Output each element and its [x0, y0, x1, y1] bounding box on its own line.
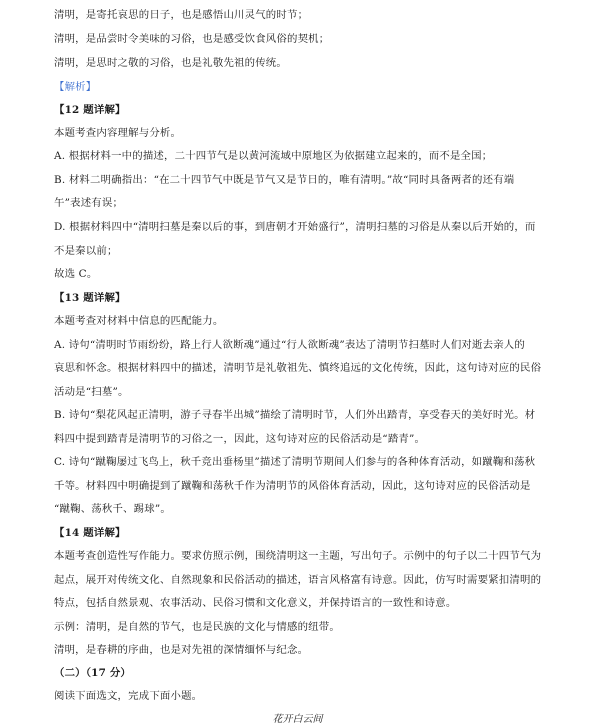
q12-option-d-line1: D. 根据材料四中“清明扫墓是秦以后的事，到唐朝才开始盛行”，清明扫墓的习俗是从秦以后开始的，而 — [54, 221, 536, 233]
answer-line-2: 清明，是品尝时令美味的习俗，也是感受饮食风俗的契机； — [54, 33, 330, 45]
q14-heading: 【14 题详解】 — [54, 527, 126, 539]
q13-a-line2: 哀思和怀念。根据材料四中的描述，清明节是礼敬祖先、慎终追远的文化传统，因此，这句诗对应的民俗 — [54, 362, 542, 374]
q13-heading: 【13 题详解】 — [54, 292, 126, 304]
q12-intro: 本题考查内容理解与分析。 — [54, 127, 182, 139]
q13-c-line3: “蹴鞠、荡秋千、踢球”。 — [54, 503, 171, 515]
q13-c-line2: 千等。材料四中明确提到了蹴鞠和荡秋千作为清明节的风俗体育活动，因此，这句诗对应的民俗活动是 — [54, 480, 531, 492]
q12-heading: 【12 题详解】 — [54, 104, 126, 116]
q13-a-line3: 活动是“扫墓”。 — [54, 386, 129, 398]
q12-option-b-line2: 午”表述有误； — [54, 197, 124, 209]
reading-instruction: 阅读下面选文，完成下面小题。 — [54, 690, 203, 702]
q12-option-d-line2: 不是秦以前； — [54, 245, 118, 257]
section-two-heading: （二）（17 分） — [54, 667, 132, 679]
q14-example-2: 清明，是春耕的序曲，也是对先祖的深情缅怀与纪念。 — [54, 644, 309, 656]
q14-line1: 本题考查创造性写作能力。要求仿照示例，围绕清明这一主题，写出句子。示例中的句子以二十四节气为 — [54, 550, 542, 562]
q13-b-line1: B. 诗句“梨花风起正清明，游子寻春半出城”描绘了清明时节，人们外出踏青，享受春天的美好时光。材 — [54, 409, 536, 421]
q14-line2: 起点，展开对传统文化、自然现象和民俗活动的描述，语言风格富有诗意。因此，仿写时需要紧扣清明的 — [54, 574, 542, 586]
q13-c-line1: C. 诗句“蹴鞠屡过飞鸟上，秋千竞出垂杨里”描述了清明节期间人们参与的各种体育活动，如蹴鞠和荡秋 — [54, 456, 536, 468]
analysis-heading: 【解析】 — [54, 81, 97, 93]
q12-option-b-line1: B. 材料二明确指出：“在二十四节气中既是节气又是节日的，唯有清明。”故“同时具备两者的还有端 — [54, 174, 515, 186]
q12-option-a: A. 根据材料一中的描述，二十四节气是以黄河流域中原地区为依据建立起来的，而不是全国； — [54, 150, 493, 162]
answer-line-3: 清明，是思时之敬的习俗，也是礼敬先祖的传统。 — [54, 57, 287, 69]
q12-answer: 故选 C。 — [54, 268, 98, 280]
q13-intro: 本题考查对材料中信息的匹配能力。 — [54, 315, 224, 327]
q13-b-line2: 料四中提到踏青是清明节的习俗之一，因此，这句诗对应的民俗活动是“踏青”。 — [54, 433, 426, 445]
page-footer: 花开白云间 — [272, 714, 323, 725]
q14-line3: 特点，包括自然景观、农事活动、民俗习惯和文化意义，并保持语言的一致性和诗意。 — [54, 597, 457, 609]
answer-line-1: 清明，是寄托哀思的日子，也是感悟山川灵气的时节； — [54, 9, 309, 21]
q13-a-line1: A. 诗句“清明时节雨纷纷，路上行人欲断魂”通过“行人欲断魂”表达了清明节扫墓时人们对逝去亲人的 — [54, 339, 525, 351]
q14-example-1: 示例：清明，是自然的节气，也是民族的文化与情感的纽带。 — [54, 621, 340, 633]
